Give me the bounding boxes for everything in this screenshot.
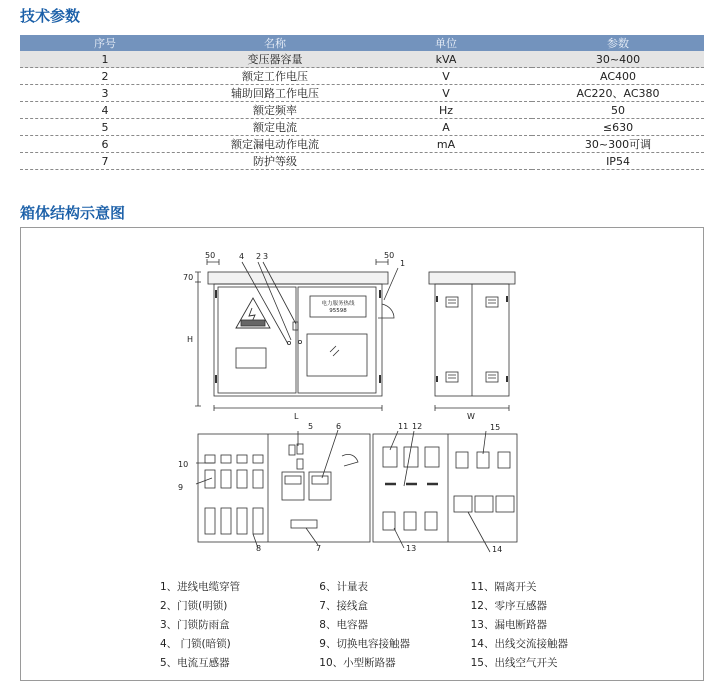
callout-9: 9 [178,483,184,492]
callout-2: 2 [256,252,262,261]
legend-item: 4、 门锁(暗锁) [160,638,231,650]
legend-item: 15、出线空气开关 [470,657,558,669]
callout-10: 10 [178,460,189,469]
cell-name: 辅助回路工作电压 [190,85,360,102]
cell-name: 额定漏电动作电流 [190,136,360,153]
legend [160,577,610,672]
header-name: 名称 [190,35,360,51]
callout-4: 4 [239,252,245,261]
cell-unit: mA [360,136,532,153]
legend-item: 9、切换电容接触器 [319,638,410,650]
cell-name: 变压器容量 [190,51,360,68]
dim-height-top: 70 [183,273,194,282]
cell-index: 6 [20,136,190,153]
callout-3: 3 [263,252,269,261]
cell-unit: Hz [360,102,532,119]
callout-11: 11 [398,422,409,431]
legend-item: 2、门锁(明锁) [160,600,228,612]
interior-left [196,430,370,548]
cell-value: 50 [532,102,704,119]
callout-5: 5 [308,422,314,431]
cell-value: ≤630 [532,119,704,136]
cell-unit: V [360,68,532,85]
cell-index: 3 [20,85,190,102]
header-index: 序号 [20,35,190,51]
dim-w: W [467,412,475,421]
callout-8: 8 [256,544,262,553]
legend-item: 8、电容器 [319,619,368,631]
legend-row [160,577,610,596]
legend-item: 11、隔离开关 [470,581,537,593]
callout-14: 14 [492,545,503,554]
dim-top: 50 [205,251,216,260]
header-unit: 单位 [360,35,532,51]
front-view [195,259,398,411]
hotline-label: 电力服务热线 [321,301,355,307]
cell-value: AC400 [532,68,704,85]
cell-index: 5 [20,119,190,136]
callout-15: 15 [490,423,501,432]
callout-7: 7 [316,544,322,553]
legend-row [160,596,610,615]
legend-row [160,634,610,653]
legend-item: 7、接线盒 [319,600,368,612]
cell-value: AC220、AC380 [532,85,704,102]
legend-item: 6、计量表 [319,581,368,593]
section-title-specs: 技术参数 [20,7,81,25]
callout-12: 12 [412,422,423,431]
legend-row [160,653,610,672]
dim-h: H [187,335,194,344]
header-value: 参数 [532,35,704,51]
cell-name: 额定工作电压 [190,68,360,85]
legend-item: 3、门锁防雨盒 [160,619,230,631]
legend-item: 14、出线交流接触器 [470,638,568,650]
interior-right [373,431,517,552]
callout-6: 6 [336,422,342,431]
cell-value: IP54 [532,153,704,170]
dim-l: L [294,412,299,421]
callout-1: 1 [400,259,406,268]
legend-item: 12、零序互感器 [470,600,547,612]
section-title-structure: 箱体结构示意图 [20,204,126,222]
cell-unit: A [360,119,532,136]
cell-name: 额定频率 [190,102,360,119]
cell-index: 2 [20,68,190,85]
legend-item: 10、小型断路器 [319,657,396,669]
legend-item: 1、进线电缆穿管 [160,581,241,593]
side-view [429,272,515,411]
callout-13: 13 [406,544,417,553]
cell-unit: kVA [360,51,532,68]
legend-item: 13、漏电断路器 [470,619,547,631]
cell-value: 30~300可调 [532,136,704,153]
legend-row [160,615,610,634]
cell-index: 7 [20,153,190,170]
cell-unit: V [360,85,532,102]
cell-name: 防护等级 [190,153,360,170]
cell-name: 额定电流 [190,119,360,136]
cell-index: 1 [20,51,190,68]
legend-item: 5、电流互感器 [160,657,230,669]
cell-value: 30~400 [532,51,704,68]
dim-side: 50 [384,251,395,260]
hotline-number: 95598 [329,308,347,314]
cell-index: 4 [20,102,190,119]
